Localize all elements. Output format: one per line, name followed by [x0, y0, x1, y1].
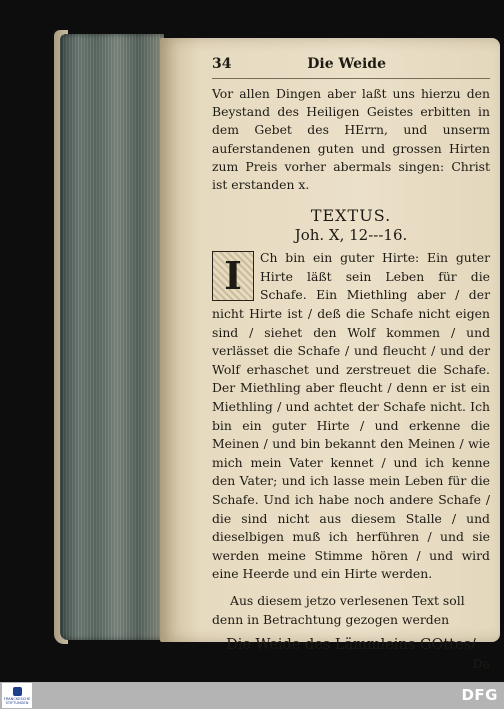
scripture-body: Ch bin ein guter Hirte: Ein guter Hirte läßt sein Leben für die Schafe. Ein Miethling aber / der nicht Hirte ist / deß die Schafe nicht eigen sind / siehet den Wolf kommen / und verlässet die Schafe / und fleucht / und der Wolf erhaschet und zerstreuet die Schafe. Der Miethling aber fleucht / denn er ist ein Miethling / und achtet der Schafe nicht. Ich bin ein guter Hirte / und erkenne die Meinen / und bin bekannt den Meinen / wie mich mein Vater kennet / und ich kenne den Vater; und ich lasse mein Leben für die Schafe. Und ich habe noch andere Schafe / die sind nicht aus diesem Stalle / und dieselbigen muß ich herführen / und sie werden meine Stimme hören / und wird eine Heerde und ein Hirte werden.	[212, 250, 490, 582]
textus-heading: TEXTUS.	[310, 206, 392, 226]
drop-cap: I	[212, 251, 254, 301]
book-page-edges	[60, 34, 164, 640]
francke-foundation-logo[interactable]	[2, 683, 32, 708]
following-paragraph: Aus diesem jetzo verlesenen Text soll denn in Betrachtung gezogen werden	[212, 592, 465, 627]
running-title: Die Weide	[307, 56, 386, 72]
page-header	[212, 56, 490, 79]
scripture-text	[212, 249, 490, 584]
viewer-footer	[0, 682, 504, 709]
page-number: 34	[212, 56, 232, 72]
dfg-logo[interactable]: DFG	[461, 686, 498, 704]
catchword: Da	[472, 656, 490, 672]
sermon-subject: Die Weide des Lämmleins GOttes/	[226, 637, 476, 654]
page-content	[212, 56, 490, 673]
foundation-logo-text: FRANCKESCHE STIFTUNGEN	[3, 696, 31, 705]
intro-paragraph: Vor allen Dingen aber laßt uns hierzu den Beystand des Heiligen Geistes erbitten in dem Gebet des HErrn, und unserm auferstandenen guten und grossen Hirten zum Preis vorher abermals singen: Christ ist erstanden x.	[212, 86, 490, 193]
scripture-reference: Joh. X, 12---16.	[294, 226, 408, 245]
book-page	[160, 38, 500, 672]
foundation-emblem-icon	[13, 687, 22, 696]
